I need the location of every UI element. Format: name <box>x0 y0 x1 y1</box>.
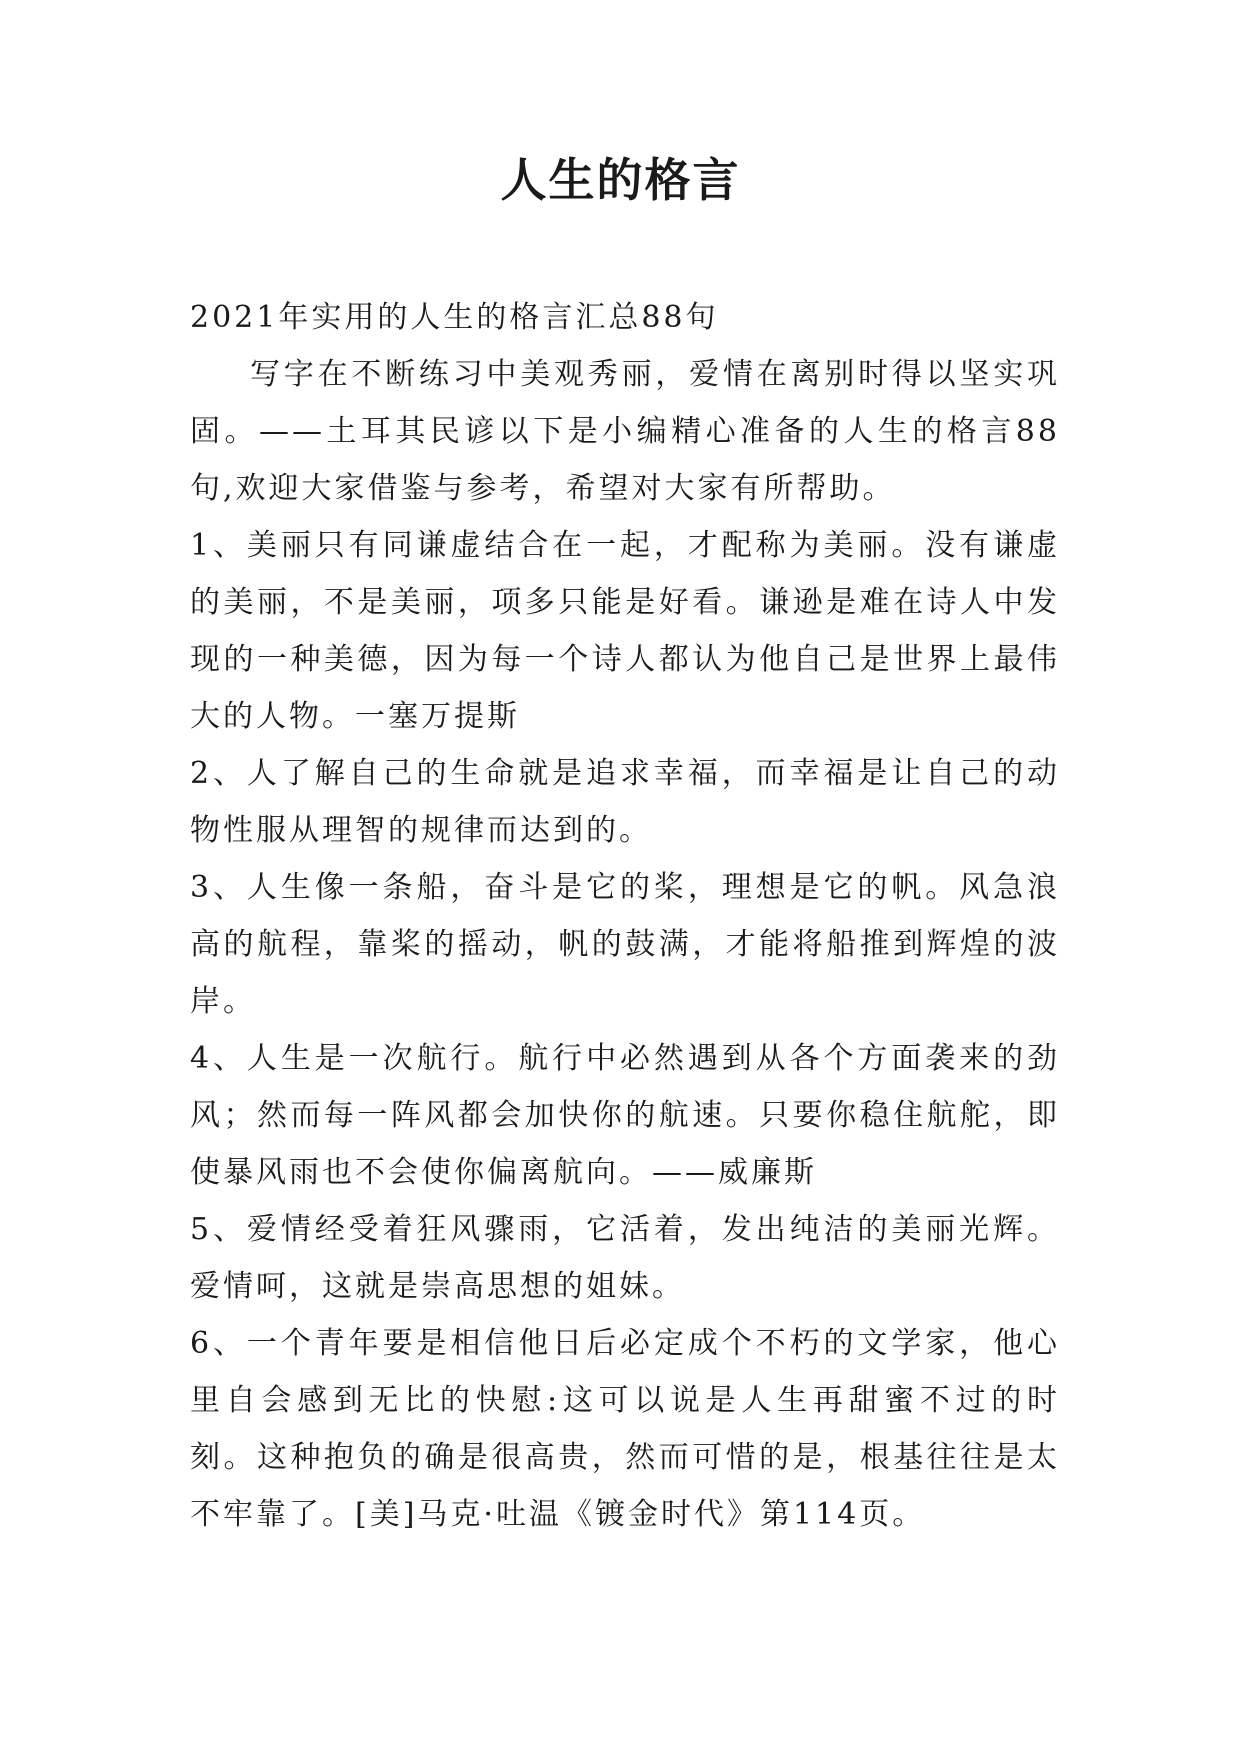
quote-item-6: 6、一个青年要是相信他日后必定成个不朽的文学家，他心里自会感到无比的快慰:这可以说是人生再甜蜜不过的时刻。这种抱负的确是很高贵，然而可惜的是，根基往往是太不牢靠了。[美]马克·吐温《镀金时代》第114页。 <box>190 1326 1060 1532</box>
document-title: 人生的格言 <box>500 153 741 207</box>
document-subtitle: 2021年实用的人生的格言汇总88句 <box>190 300 719 335</box>
quote-item-4: 4、人生是一次航行。航行中必然遇到从各个方面袭来的劲风；然而每一阵风都会加快你的航速。只要你稳住航舵，即使暴风雨也不会使你偏离航向。——威廉斯 <box>190 1041 1060 1190</box>
document-body <box>190 289 1060 1543</box>
intro-paragraph: 写字在不断练习中美观秀丽，爱情在离别时得以坚实巩固。——土耳其民谚以下是小编精心准备的人生的格言88句,欢迎大家借鉴与参考，希望对大家有所帮助。 <box>190 357 1060 506</box>
quote-item-1: 1、美丽只有同谦虚结合在一起，才配称为美丽。没有谦虚的美丽，不是美丽，项多只能是好看。谦逊是难在诗人中发现的一种美德，因为每一个诗人都认为他自己是世界上最伟大的人物。一塞万提斯 <box>190 528 1060 734</box>
quote-item-5: 5、爱情经受着狂风骤雨，它活着，发出纯洁的美丽光辉。爱情呵，这就是崇高思想的姐妹。 <box>190 1212 1060 1304</box>
quote-item-3: 3、人生像一条船，奋斗是它的桨，理想是它的帆。风急浪高的航程，靠桨的摇动，帆的鼓满，才能将船推到辉煌的波岸。 <box>190 870 1060 1019</box>
quote-item-2: 2、人了解自己的生命就是追求幸福，而幸福是让自己的动物性服从理智的规律而达到的。 <box>190 756 1060 848</box>
